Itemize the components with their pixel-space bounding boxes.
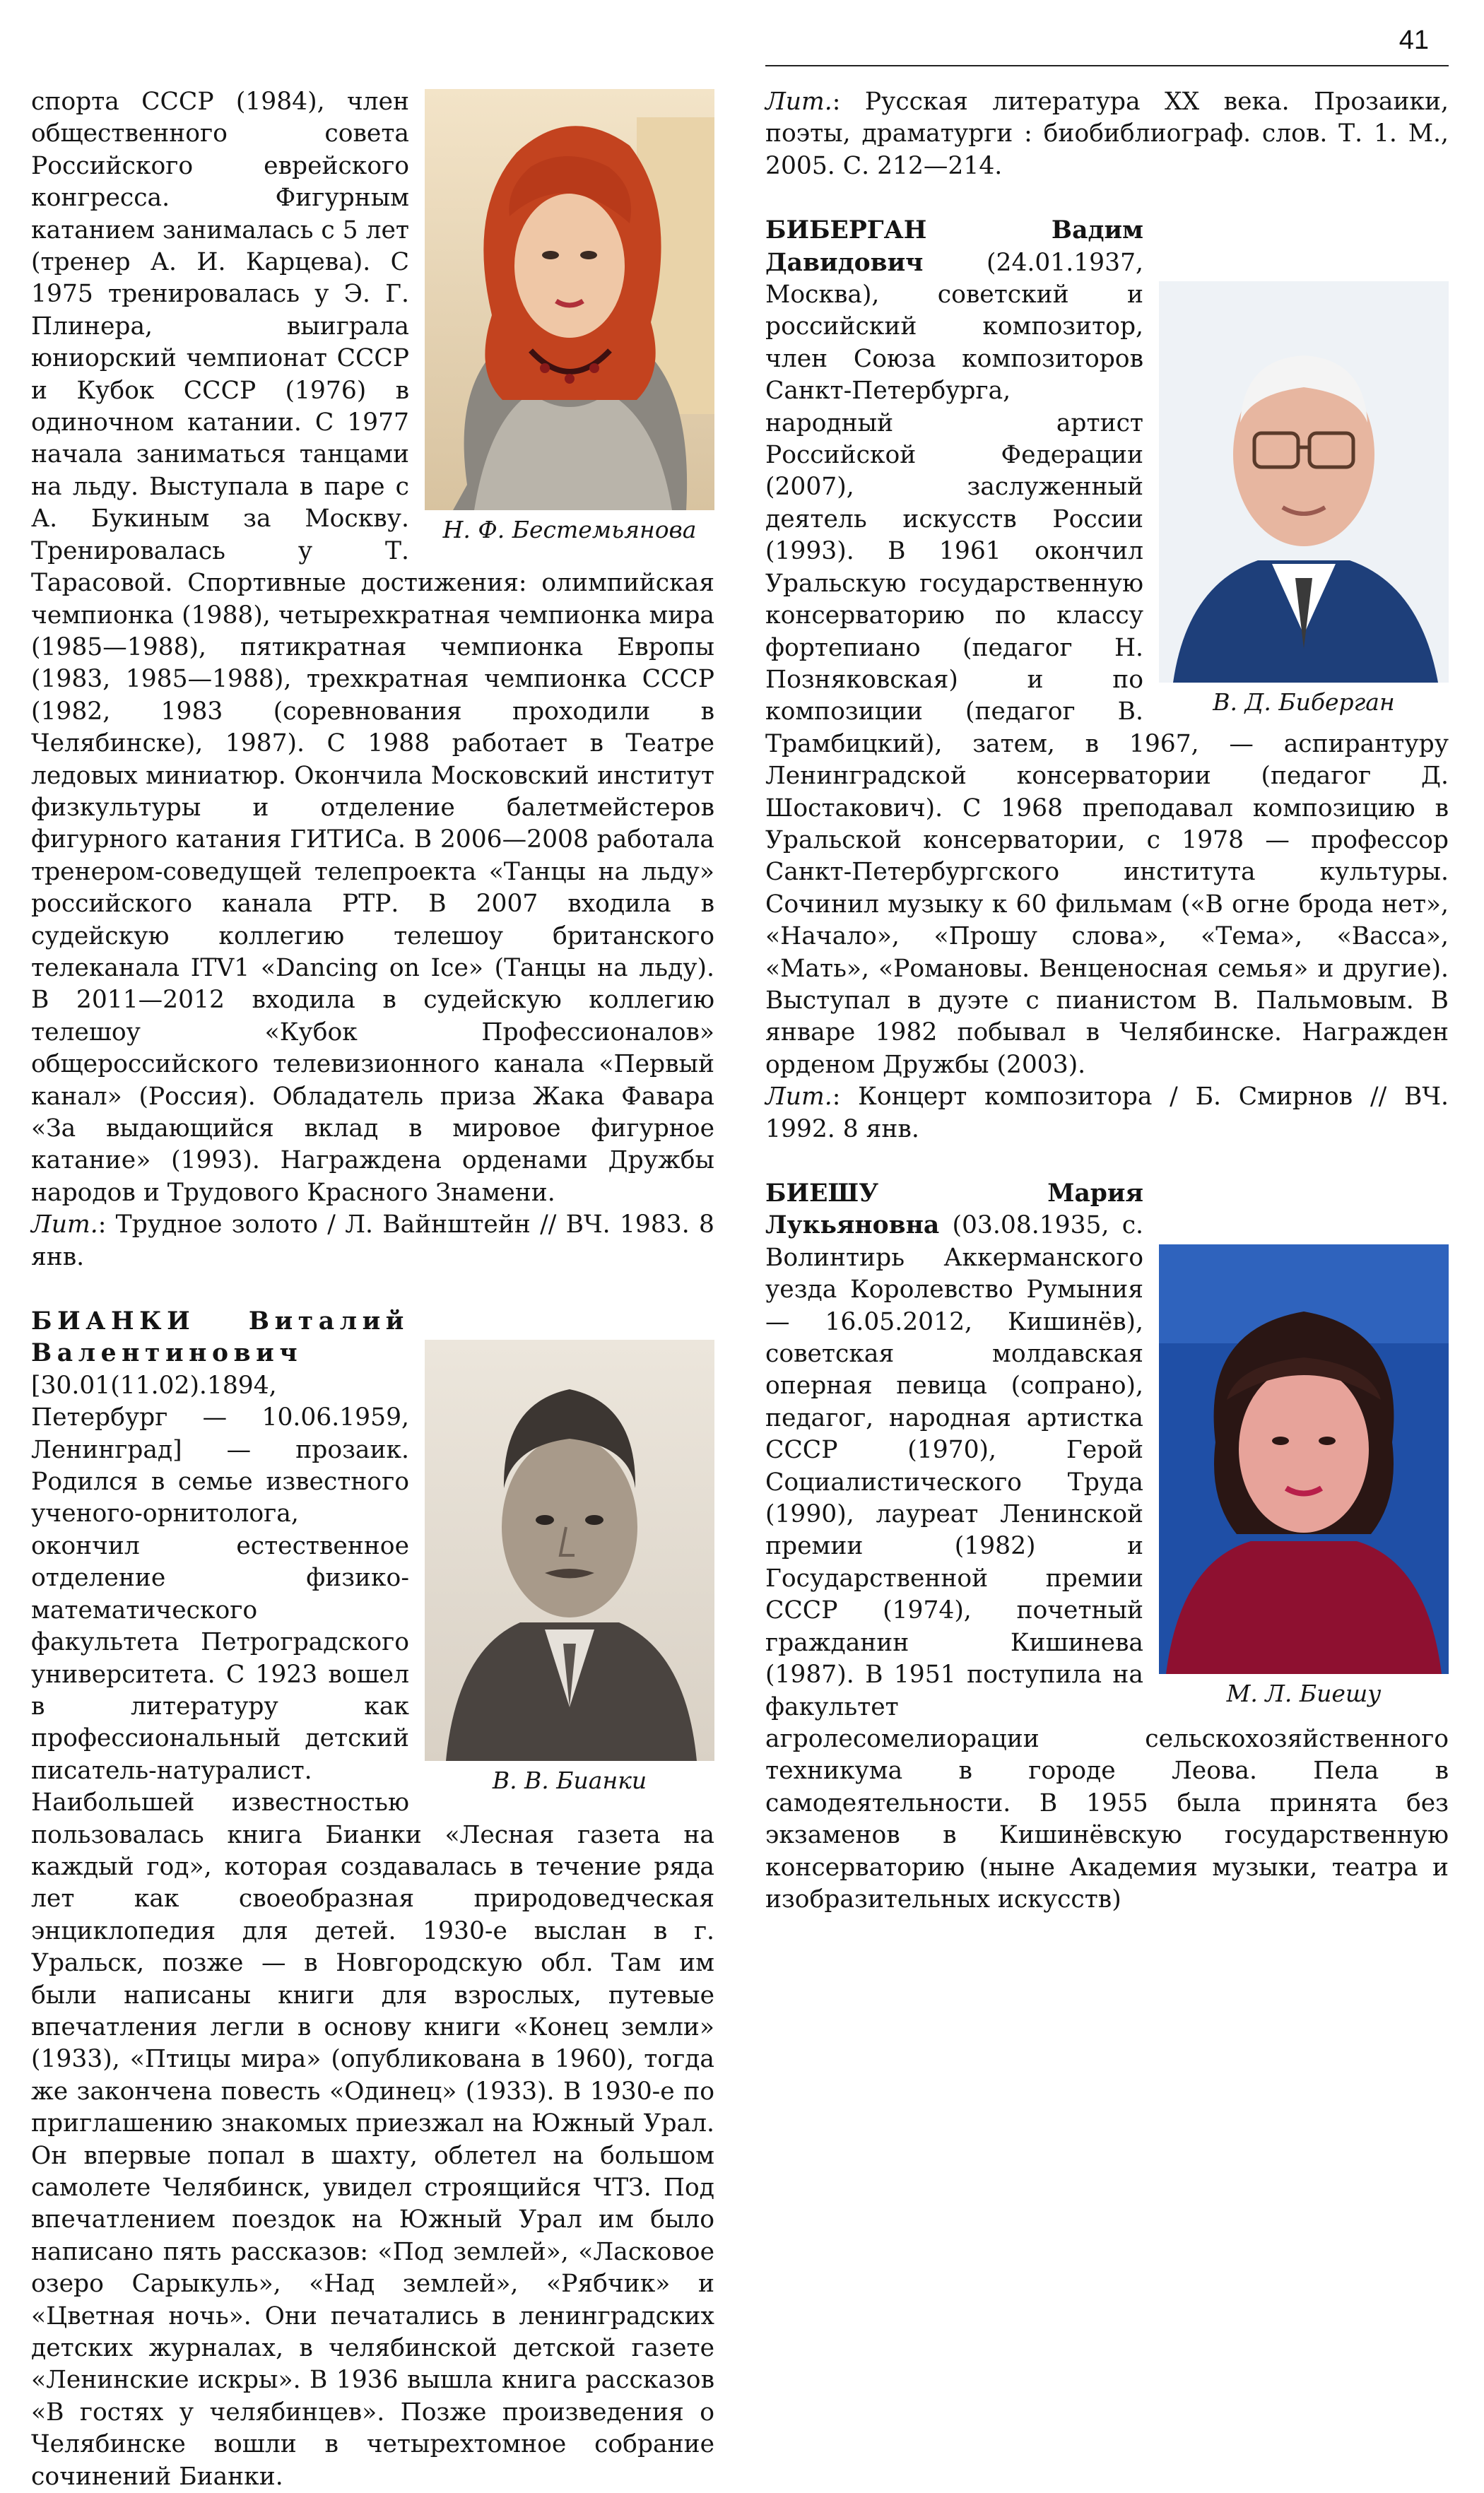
entry-bestemyanova — [31, 86, 714, 1273]
lit-label: Лит. — [765, 1083, 832, 1112]
left-column — [31, 86, 714, 2491]
header-rule — [765, 65, 1449, 66]
entry-body-biberhan: (24.01.1937, Москва), советский и российский композитор, член Союза композиторов Санкт-Петербурга, народный артист Российской Федерации (2007), заслуженный деятель искусств России (1993). В 1961 окончил Уральскую государственную консерваторию по классу фортепиано (педагог Н. Позняковская) и по композиции (педагог В. Трамбицкий), затем, в 1967, — аспирантуру Ленинградской консерватории (педагог Д. Шостакович). С 1968 преподавал композицию в Уральской консерватории, с 1978 — профессор Санкт-Петербургского института культуры. Сочинил музыку к 60 фильмам («В огне брода нет», «Начало», «Прошу слова», «Тема», «Васса», «Мать», «Романовы. Венценосная семья» и другие). Выступал в дуэте с пианистом В. Пальмовым. В январе 1982 побывал в Челябинске. Награжден орденом Дружбы (2003). — [765, 248, 1449, 1079]
entry-bieshu — [765, 1178, 1449, 1916]
lit-bestemyanova — [31, 1209, 714, 1273]
caption-bestemyanova: Н. Ф. Бестемьянова — [442, 516, 697, 543]
portrait-bieshu — [1159, 1244, 1449, 1709]
photo-biberhan — [1159, 281, 1449, 683]
name-bianki: БИАНКИ Виталий Валентинович — [31, 1307, 409, 1368]
portrait-biberhan — [1159, 281, 1449, 718]
right-column — [765, 86, 1449, 2196]
name-bieshu: БИЕШУ Мария Лукьяновна — [765, 1179, 1143, 1240]
caption-biberhan: В. Д. Биберган — [1213, 688, 1395, 717]
entry-biberhan — [765, 215, 1449, 1145]
photo-bieshu — [1159, 1244, 1449, 1674]
name-biberhan: БИБЕРГАН Вадим Давидович — [765, 216, 1143, 277]
lit-biberhan — [765, 1081, 1449, 1145]
lit-label: Лит. — [765, 88, 832, 116]
photo-bianki — [425, 1340, 714, 1761]
photo-bestemyanova — [425, 89, 714, 510]
caption-bieshu: М. Л. Биешу — [1226, 1680, 1382, 1707]
lit-text: : Концерт композитора / Б. Смирнов // ВЧ. 1992. 8 янв. — [765, 1083, 1449, 1143]
page-number: 41 — [1398, 25, 1429, 55]
lit-bianki — [765, 86, 1449, 182]
entry-bianki — [31, 1306, 714, 2493]
entry-body-bianki: [30.01(11.02).1894, Петербург — 10.06.1959, Ленинград] — прозаик. Родился в семье известного ученого-орнитолога, окончил естественное отделение физико-математического факультета Петроградского университета. С 1923 вошел в литературу как профессиональный детский писатель-натуралист. Наибольшей известностью пользовалась книга Бианки «Лесная газета на каждый год», которая создавалась в течение ряда лет как своеобразная природоведческая энциклопедия для детей. 1930-е выслан в г. Уральск, позже — в Новгородскую обл. Там им были написаны книги для взрослых, путевые впечатления легли в основу книги «Конец земли» (1933), «Птицы мира» (опубликована в 1960), тогда же закончена повесть «Одинец» (1933). В 1930-е по приглашению знакомых приезжал на Южный Урал. Он впервые попал в шахту, облетел на большом самолете Челябинск, увидел строящийся ЧТЗ. Под впечатлением поездок на Южный Урал им было написано пять рассказов: «Под землей», «Ласковое озеро Сарыкуль», «Над землей», «Рябчик» и «Цветная ночь». Они печатались в ленинградских детских журналах, в челябинской детской газете «Ленинские искры». В 1936 вышла книга рассказов «В гостях у челябинцев». Позже произведения о Челябинске вошли в четырехтомное собрание сочинений Бианки. — [31, 1371, 714, 2491]
lit-label: Лит. — [31, 1210, 98, 1239]
entry-body-bieshu: (03.08.1935, с. Волинтирь Аккерманского уезда Королевство Румыния — 16.05.2012, Кишинёв), советская молдавская оперная певица (сопрано), педагог, народная артистка СССР (1970), Герой Социалистического Труда (1990), лауреат Ленинской премии (1982) и Государственной премии СССР (1974), почетный гражданин Кишинева (1987). В 1951 поступила на факультет агролесомелиорации сельскохозяйственного техникума в городе Леова. Пела в самодеятельности. В 1955 была принята без экзаменов в Кишинёвскую государственную консерваторию (ныне Академия музыки, театра и изобразительных искусств) — [765, 1211, 1449, 1914]
portrait-bianki — [425, 1340, 714, 1796]
lit-text: : Русская литература XX века. Прозаики, поэты, драматурги : биобиблиограф. слов. Т. 1. М., 2005. С. 212—214. — [765, 88, 1449, 180]
lit-text: : Трудное золото / Л. Вайнштейн // ВЧ. 1983. 8 янв. — [31, 1210, 714, 1271]
entry-bianki-lit — [765, 86, 1449, 182]
caption-bianki: В. В. Бианки — [492, 1767, 647, 1795]
entry-text-bestemyanova: спорта СССР (1984), член общественного совета Российского еврейского конгресса. Фигурным катанием занималась с 5 лет (тренер А. И. Карцева). С 1975 тренировалась у Э. Г. Плинера, выиграла юниорский чемпионат СССР и Кубок СССР (1976) в одиночном катании. С 1977 начала заниматься танцами на льду. Выступала в паре с А. Букиным за Москву. Тренировалась у Т. Тарасовой. Спортивные достижения: олимпийская чемпионка (1988), четырехкратная чемпионка мира (1985—1988), пятикратная чемпионка Европы (1983, 1985—1988), трехкратная чемпионка СССР (1982, 1983 (соревнования проходили в Челябинске), 1987). С 1988 работает в Театре ледовых миниатюр. Окончила Московский институт физкультуры и отделение балетмейстеров фигурного катания ГИТИСа. В 2006—2008 работала тренером-соведущей телепроекта «Танцы на льду» российского канала РТР. В 2007 входила в судейскую коллегию телешоу британского телеканала ITV1 «Dancing on Ice» (Танцы на льду). В 2011—2012 входила в судейскую коллегию телешоу «Кубок Профессионалов» общероссийского телевизионного канала «Первый канал» (Россия). Обладатель приза Жака Фавара «За выдающийся вклад в мировое фигурное катание» (1993). Награждена орденами Дружбы народов и Трудового Красного Знамени. — [31, 88, 714, 1207]
portrait-bestemyanova — [425, 89, 714, 546]
